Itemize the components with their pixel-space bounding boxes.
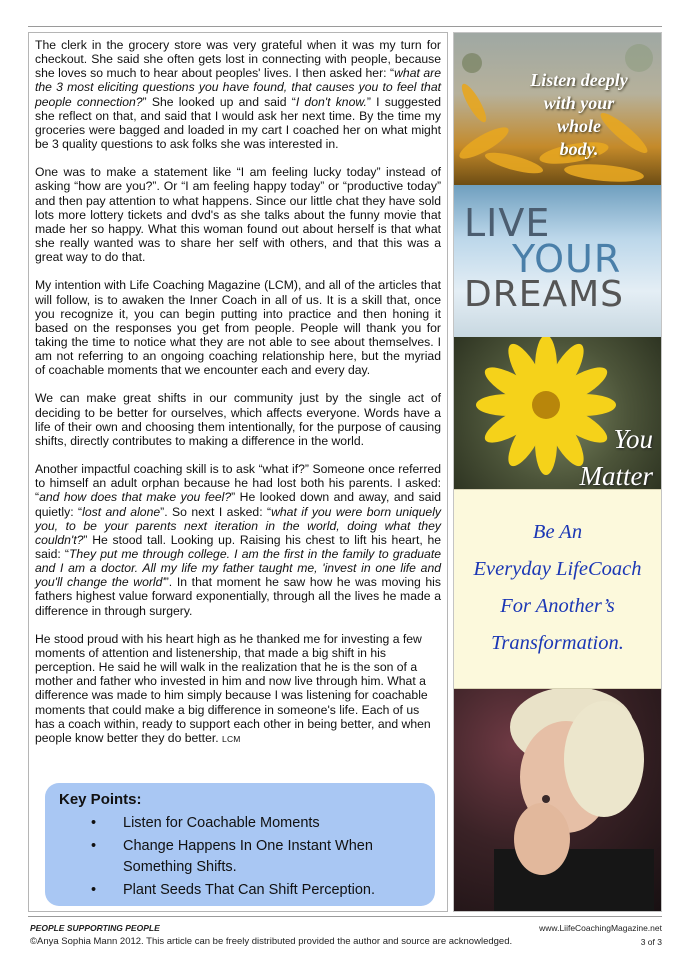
key-points-list — [59, 813, 435, 901]
bullet-icon: • — [91, 815, 97, 831]
paragraph-4: We can make great shifts in our community just by the single act of deciding to be better for ourselves, which affects everyone. Words have a life of their own and choosing them intentionally, for the purpose of causing shifts, directly contributes to making a difference in the world. — [35, 391, 441, 448]
key-points-box — [45, 783, 435, 906]
footer-website-link[interactable]: www.LiifeCoachingMagazine.net — [539, 923, 662, 933]
yellow-flower-panel — [454, 337, 661, 489]
live-your-dreams-text: LIVE YOUR DREAMS — [464, 201, 625, 315]
key-point-item: • Listen for Coachable Moments — [59, 813, 435, 834]
key-point-item: • Plant Seeds That Can Shift Perception. — [59, 880, 435, 901]
page-number: 3 of 3 — [640, 937, 662, 947]
sidebar — [453, 32, 662, 912]
you-matter-text: You Matter — [579, 424, 653, 489]
footer-rule — [28, 916, 662, 917]
paragraph-1: The clerk in the grocery store was very grateful when it was my turn for checkout. She said she often gets lost in connecting with people, because she loves so much to hear about peoples' lives. I then asked her: “what are the 3 most eliciting questions you have found, that causes you to feel that people connection?” She looked up and said “I don't know.” I suggested she reflect on that, and said that I would ask her next time. By the time my groceries were bagged and loaded in my cart I coached her on what might be 3 quality questions to ask folks she was interested in. — [35, 38, 441, 152]
paragraph-2: One was to make a statement like “I am feeling lucky today” instead of asking “how are you?”. Or “I am feeling happy today” or “productive today” and then pay attention to what happens. Since our little chat they have sold lots more lottery tickets and dvd's as she talks about the funny movie that made her so happy. What this woman found out about herself is that what she really wanted was to share her self with others, and that this was a great way to do that. — [35, 165, 441, 265]
bullet-icon: • — [91, 838, 97, 854]
key-points-title: Key Points: — [59, 791, 142, 808]
listen-deeply-quote: Listen deeply with your whole body. — [530, 70, 628, 159]
author-photo — [454, 689, 661, 911]
header-rule — [28, 26, 662, 27]
paragraph-6: He stood proud with his heart high as he thanked me for investing a few moments of attention and listenership, that made a big shift in his perception. He said he will walk in the realization that he is the son of a mother and father who invested in him and now live through him. What a difference was made to him simply because I was listening for coachable moments that could make a big difference in someone's life. Each of us has a coach within, ready to support each other in being better, and when people know better they do better. LCM — [35, 631, 431, 745]
paragraph-3: My intention with Life Coaching Magazine (LCM), and all of the articles that will follow, is to awaken the Inner Coach in all of us. It is a skill that, once you recognize it, you can begin putting into practice and then honing it based on the responses you get from people. People will thank you for taking the time to notice what they are not able to see about themselves. I am not referring to an ongoing coaching relationship here, but the myriad of coachable moments that we encounter each and every day. — [35, 278, 441, 378]
article-body — [35, 38, 441, 746]
live-your-dreams-panel — [454, 185, 661, 337]
article-box — [28, 32, 448, 912]
everyday-lifecoach-text: Be An Everyday LifeCoach For Another’s Transformation. — [473, 521, 642, 654]
author-portrait-graphic — [454, 689, 661, 911]
lcm-signature: LCM — [222, 733, 241, 744]
everyday-lifecoach-panel — [454, 489, 661, 689]
footer-copyright: ©Anya Sophia Mann 2012. This article can be freely distributed provided the author and source are acknowledged. — [30, 936, 513, 947]
paragraph-5: Another impactful coaching skill is to ask “what if?” Someone once referred to himself an adult orphan because he had lost both his parents. I asked: “and how does that make you feel?” He looked down and away, and said quietly: “lost and alone”. So next I asked: “what if you were born uniquely you, to be your parents next iteration in the world, doing what they couldn't?” He stood tall. Looking up. Raising his chest to lift his heart, he said: “They put me through college. I am the first in the family to graduate and I am a doctor. All my life my father taught me, 'invest in one life and you'll change the world'”. In that moment he saw how he was moving his fathers highest value forward exponentially, through all the lives he made a difference in through surgery. — [35, 462, 441, 618]
key-point-item: • Change Happens In One Instant When Something Shifts. — [91, 838, 373, 875]
bullet-icon: • — [91, 882, 97, 898]
footer-tagline: PEOPLE SUPPORTING PEOPLE — [30, 923, 160, 933]
flowers-image-panel — [454, 33, 661, 185]
